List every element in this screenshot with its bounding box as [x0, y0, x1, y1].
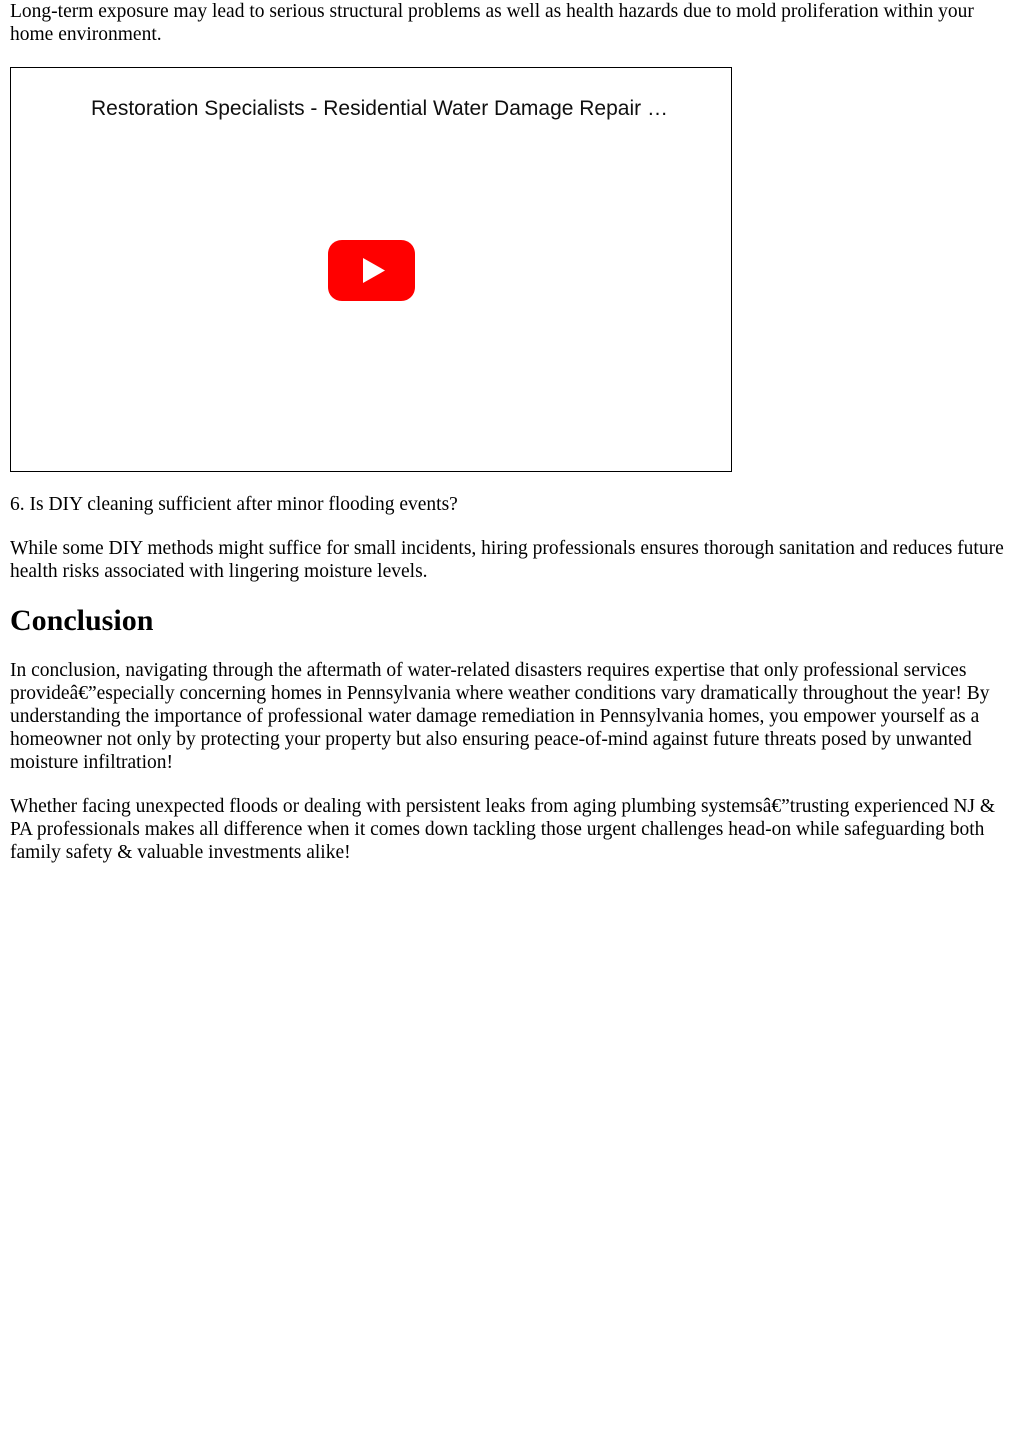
faq-question: 6. Is DIY cleaning sufficient after minor flooding events?	[10, 494, 458, 515]
conclusion-heading: Conclusion	[10, 604, 154, 637]
youtube-play-icon[interactable]	[328, 240, 415, 301]
video-embed[interactable]	[10, 67, 732, 472]
intro-paragraph: Long-term exposure may lead to serious structural problems as well as health hazards due to mold proliferation within your home environment.	[10, 1, 974, 45]
conclusion-paragraph-1: In conclusion, navigating through the aftermath of water-related disasters requires expertise that only professional services provideâ€”especially concerning homes in Pennsylvania where weather conditions vary dramatically throughout the year! By understanding the importance of professional water damage remediation in Pennsylvania homes, you empower yourself as a homeowner not only by protecting your property but also ensuring peace-of-mind against future threats posed by unwanted moisture infiltration!	[10, 660, 990, 773]
faq-answer: While some DIY methods might suffice for small incidents, hiring professionals ensures thorough sanitation and reduces future health risks associated with lingering moisture levels.	[10, 538, 1004, 582]
article-content	[10, 0, 1014, 864]
video-title[interactable]: Restoration Specialists - Residential Water Damage Repair …	[91, 97, 668, 120]
conclusion-paragraph-2: Whether facing unexpected floods or dealing with persistent leaks from aging plumbing systemsâ€”trusting experienced NJ & PA professionals makes all difference when it comes down tackling those urgent challenges head-on while safeguarding both family safety & valuable investments alike!	[10, 796, 996, 863]
